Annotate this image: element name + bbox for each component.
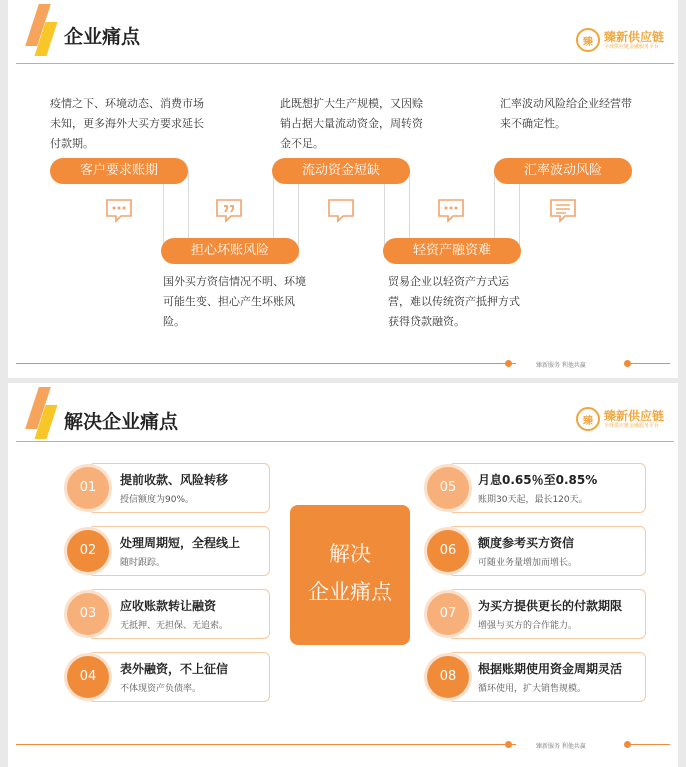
solution-sub-06: 可随业务量增加而增长。: [478, 558, 578, 568]
title-divider: [16, 63, 674, 64]
chat-quote-icon: [214, 196, 244, 226]
logo-tagline: 全球供应链金融服务平台: [603, 422, 659, 429]
footer-dot: [505, 360, 512, 367]
solution-title-04: 表外融资，不上征信: [120, 662, 229, 676]
solution-number-02: 02: [67, 530, 109, 572]
solution-number-08: 08: [427, 656, 469, 698]
page-title: 企业痛点: [64, 26, 141, 48]
center-summary-box: [290, 505, 410, 645]
solution-title-03: 应收账款转让融资: [120, 599, 217, 613]
center-line-1: 解决: [329, 542, 371, 566]
footer-slogan: 臻新服务 利他共赢: [536, 362, 586, 369]
solution-title-06: 额度参考买方资信: [478, 536, 575, 550]
footer-dot: [505, 741, 512, 748]
chat-lines-icon: [548, 196, 578, 226]
solution-number-05: 05: [427, 467, 469, 509]
pain-label-1: 客户要求账期: [50, 158, 188, 184]
logo-name: 臻新供应链: [603, 408, 664, 423]
pain-label-2: 担心坏账风险: [161, 238, 299, 264]
chat-bubble-dots-icon: [436, 196, 466, 226]
title-divider: [16, 441, 674, 442]
slide-pain-points: [8, 0, 678, 378]
solution-sub-08: 循环使用，扩大销售规模。: [478, 684, 587, 694]
slide-solutions: [8, 383, 678, 767]
chat-bubble-empty-icon: [326, 196, 356, 226]
solution-number-03: 03: [67, 593, 109, 635]
solution-title-05: 月息0.65％至0.85%: [478, 473, 598, 487]
chat-bubble-dots-icon: [104, 196, 134, 226]
solution-sub-07: 增强与买方的合作能力。: [478, 621, 578, 631]
solution-sub-03: 无抵押、无担保、无追索。: [120, 621, 229, 631]
logo-icon: 臻: [576, 28, 600, 52]
footer-slogan: 臻新服务 利他共赢: [536, 743, 586, 750]
solution-title-07: 为买方提供更长的付款期限: [478, 599, 623, 613]
pain-desc-3: 此既想扩大生产规模，又因赊销占据大量流动资金，周转资金不足。: [280, 97, 423, 150]
solution-sub-04: 不体现资产负债率。: [120, 684, 202, 694]
pain-desc-1: 疫情之下、环境动态、消费市场未知，更多海外大买方要求延长付款期。: [50, 97, 204, 150]
solution-title-08: 根据账期使用资金周期灵活: [478, 662, 623, 676]
solution-number-04: 04: [67, 656, 109, 698]
solution-sub-02: 随时跟踪。: [120, 558, 166, 568]
pain-label-5: 汇率波动风险: [494, 158, 632, 184]
footer-line: [16, 363, 516, 364]
solution-sub-01: 授信额度为90%。: [120, 495, 195, 505]
logo-icon: 臻: [576, 407, 600, 431]
footer-line: [16, 744, 516, 745]
footer-line: [628, 363, 670, 364]
pain-label-4: 轻资产融资难: [383, 238, 521, 264]
solution-sub-05: 账期30天起，最长120天。: [478, 495, 588, 505]
solution-title-02: 处理周期短，全程线上: [120, 536, 241, 550]
page-title: 解决企业痛点: [64, 411, 179, 433]
center-line-2: 企业痛点: [308, 580, 392, 604]
footer-line: [628, 744, 670, 745]
pain-desc-5: 汇率波动风险给企业经营带来不确定性。: [500, 97, 632, 130]
solution-title-01: 提前收款、风险转移: [120, 473, 229, 487]
solution-number-07: 07: [427, 593, 469, 635]
pain-label-3: 流动资金短缺: [272, 158, 410, 184]
brand-logo: [576, 407, 664, 431]
logo-tagline: 全球供应链金融服务平台: [603, 43, 659, 50]
logo-name: 臻新供应链: [603, 29, 664, 44]
solution-number-06: 06: [427, 530, 469, 572]
solution-number-01: 01: [67, 467, 109, 509]
pain-desc-4: 贸易企业以轻资产方式运营，难以传统资产抵押方式获得贷款融资。: [388, 275, 520, 328]
brand-logo: [576, 28, 664, 52]
pain-desc-2: 国外买方资信情况不明、环境可能生变、担心产生坏账风险。: [163, 275, 306, 328]
